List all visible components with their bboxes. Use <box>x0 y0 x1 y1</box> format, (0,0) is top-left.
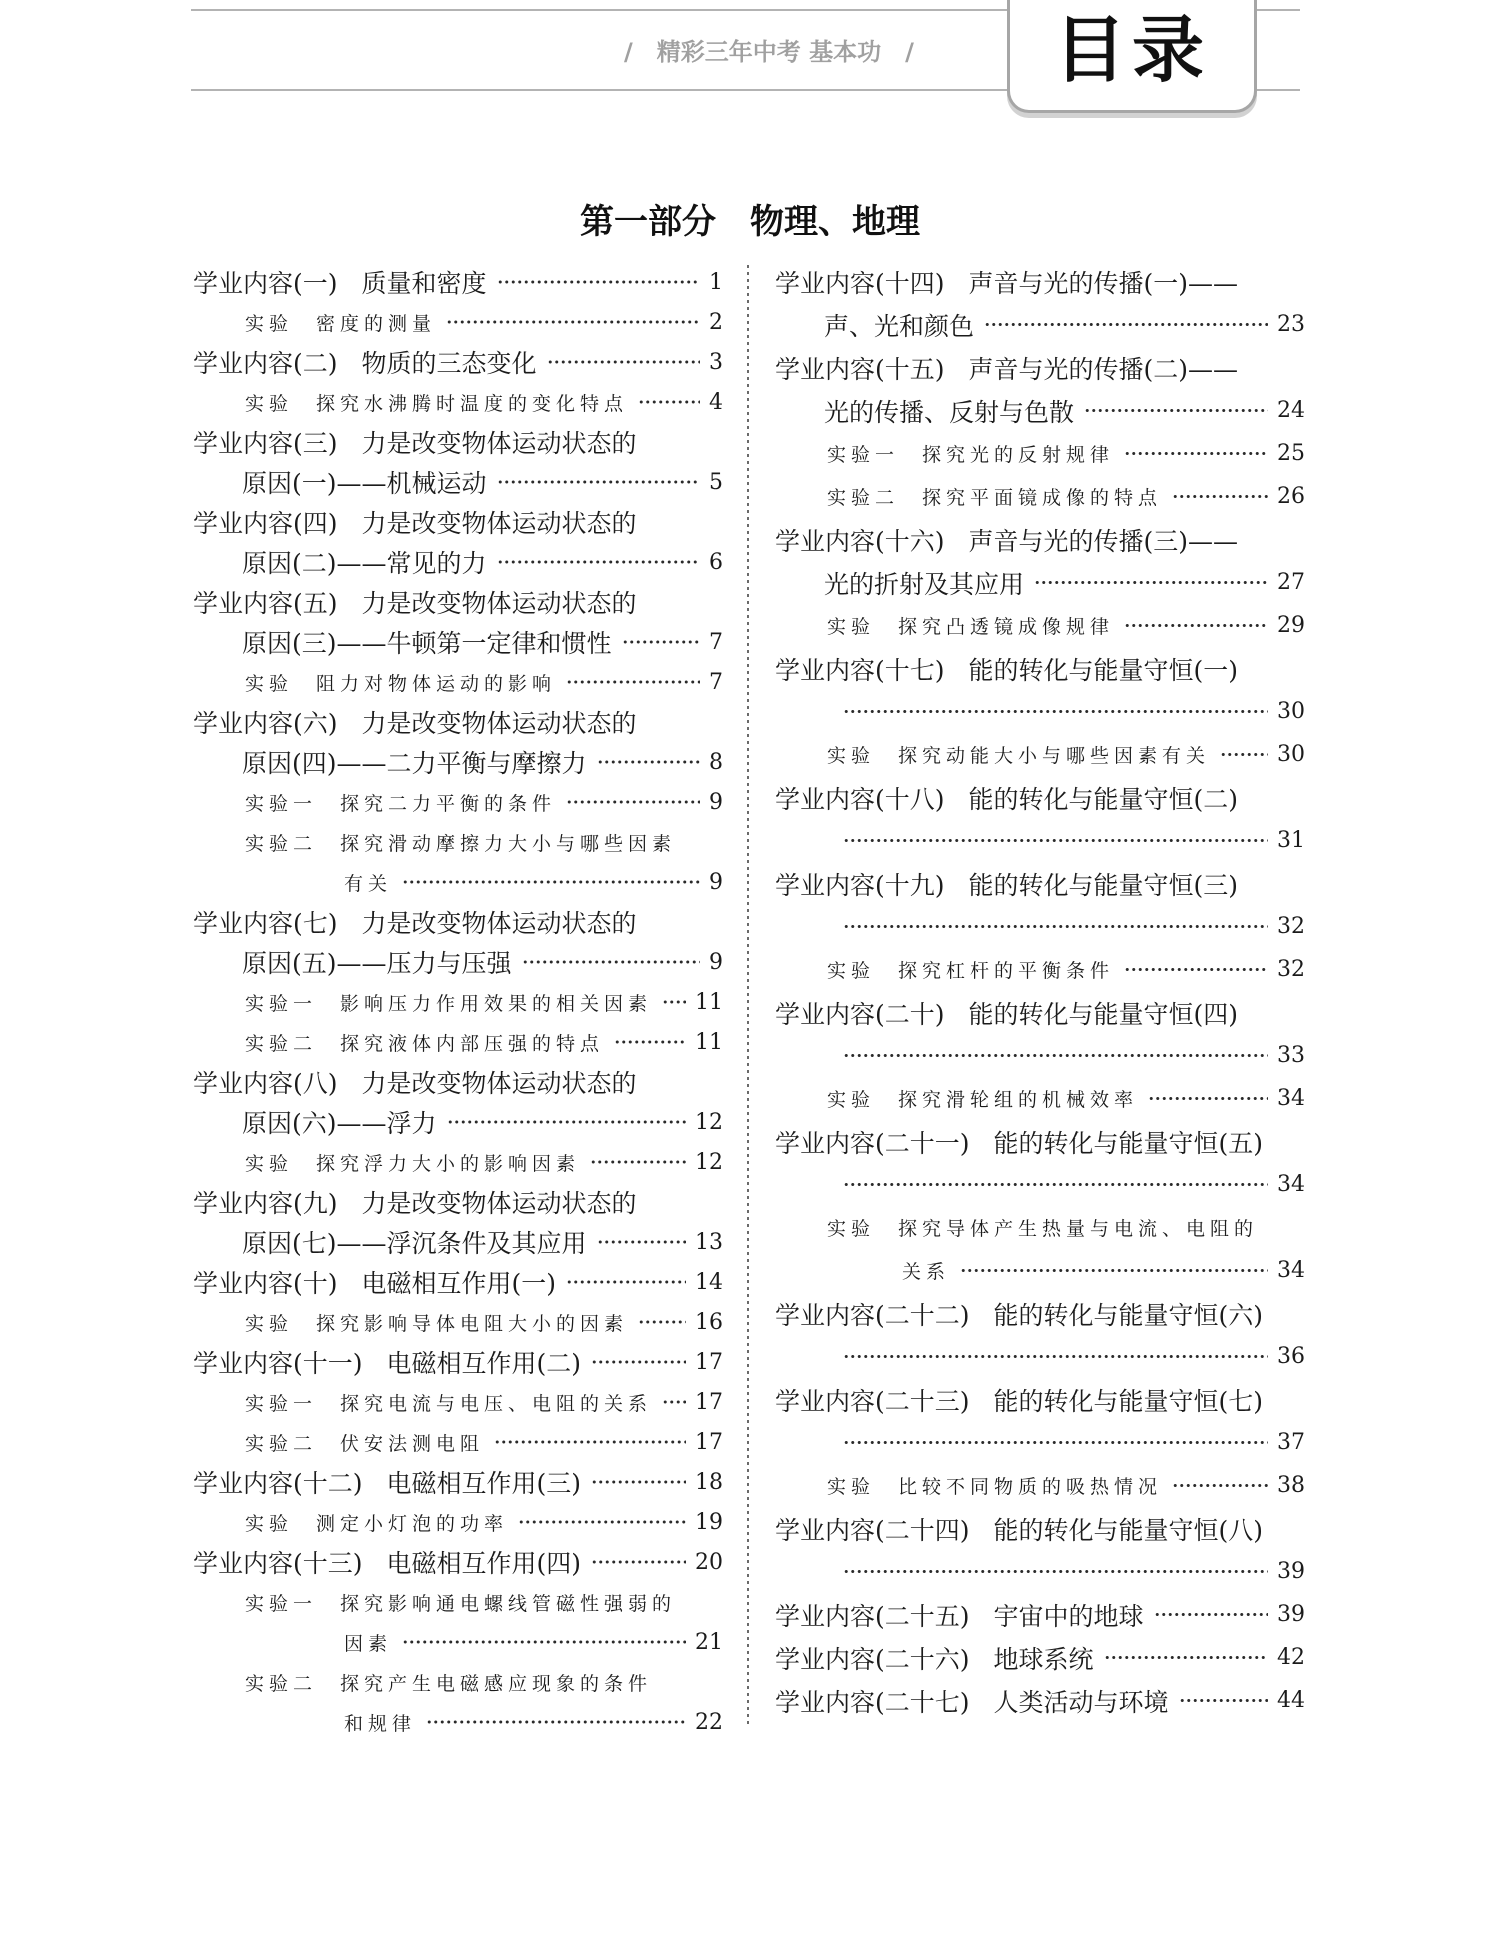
unit-number-label: 学业内容(七) <box>193 909 338 938</box>
toc-experiment-row <box>193 302 723 342</box>
dot-leader <box>547 342 700 382</box>
toc-subtitle-row <box>193 1102 723 1142</box>
dot-leader <box>591 1462 686 1502</box>
page-number: 23 <box>1277 312 1305 337</box>
page-number: 12 <box>695 1109 723 1135</box>
dot-leader <box>591 1342 686 1382</box>
page-number: 13 <box>695 1229 723 1255</box>
unit-title-continued: 原因(七)——浮沉条件及其应用 <box>242 1229 587 1258</box>
dot-leader <box>843 1335 1268 1378</box>
experiment-label: 实验二 <box>245 832 318 855</box>
unit-title: 能的转化与能量守恒(一) <box>968 655 1239 685</box>
page-number: 22 <box>695 1709 723 1735</box>
page-number: 37 <box>1277 1430 1305 1455</box>
dot-leader <box>1124 432 1268 475</box>
dot-leader <box>590 1142 686 1182</box>
page-number: 32 <box>1277 914 1305 939</box>
unit-title-continued: 原因(二)——常见的力 <box>242 549 487 578</box>
unit-number-label: 学业内容(六) <box>193 709 338 738</box>
unit-title-continued: 原因(六)——浮力 <box>242 1109 437 1138</box>
experiment-title: 探究电流与电压、电阻的关系 <box>340 1392 653 1415</box>
page-number: 19 <box>695 1509 723 1535</box>
dot-leader <box>497 262 700 302</box>
page-number: 44 <box>1277 1688 1305 1713</box>
page-number: 34 <box>1277 1086 1305 1111</box>
experiment-label: 实验 <box>245 392 294 415</box>
unit-number-label: 学业内容(十九) <box>775 870 945 900</box>
dot-leader <box>638 382 700 422</box>
experiment-title: 测定小灯泡的功率 <box>316 1512 509 1535</box>
dot-leader <box>1124 604 1268 647</box>
unit-title: 地球系统 <box>993 1644 1094 1674</box>
toc-unit-row <box>775 346 1305 389</box>
toc-experiment-row <box>193 662 723 702</box>
experiment-title: 探究影响导体电阻大小的因素 <box>316 1312 629 1335</box>
toc-unit-row <box>193 1062 723 1102</box>
dot-leader <box>566 782 700 822</box>
unit-number-label: 学业内容(二) <box>193 349 338 378</box>
unit-title: 力是改变物体运动状态的 <box>361 1069 637 1098</box>
experiment-title: 探究影响通电螺线管磁性强弱的 <box>340 1592 677 1615</box>
toc-unit-row <box>775 260 1305 303</box>
page-number: 30 <box>1277 699 1305 724</box>
toc-experiment-continued-row <box>775 1249 1305 1292</box>
page-number: 7 <box>709 669 723 695</box>
unit-number-label: 学业内容(二十五) <box>775 1601 970 1631</box>
toc-experiment-row <box>193 782 723 822</box>
page-number: 31 <box>1277 828 1305 853</box>
toc-unit-row <box>193 342 723 382</box>
toc-experiment-row <box>775 432 1305 475</box>
toc-unit-row <box>775 1507 1305 1550</box>
toc-unit-row <box>775 1636 1305 1679</box>
experiment-label: 实验 <box>827 960 876 982</box>
page-number: 24 <box>1277 398 1305 423</box>
unit-title: 电磁相互作用(三) <box>386 1469 582 1498</box>
experiment-title-continued: 因素 <box>344 1632 393 1655</box>
unit-number-label: 学业内容(十一) <box>193 1349 363 1378</box>
experiment-label: 实验 <box>827 616 876 638</box>
toc-experiment-row <box>193 1142 723 1182</box>
page-number: 30 <box>1277 742 1305 767</box>
toc-subtitle-row <box>775 389 1305 432</box>
experiment-title: 探究杠杆的平衡条件 <box>898 960 1115 982</box>
unit-number-label: 学业内容(十五) <box>775 354 945 384</box>
contents-heading: 目录 <box>1053 8 1210 92</box>
toc-unit-row <box>775 647 1305 690</box>
toc-unit-row <box>193 902 723 942</box>
toc-experiment-row <box>775 475 1305 518</box>
unit-title: 能的转化与能量守恒(八) <box>993 1515 1264 1545</box>
toc-subtitle-row <box>193 742 723 782</box>
toc-experiment-row <box>193 1022 723 1062</box>
dot-leader <box>1220 733 1268 776</box>
toc-experiment-row <box>193 1302 723 1342</box>
page-number: 9 <box>709 949 723 975</box>
toc-unit-row <box>193 1262 723 1302</box>
unit-title: 能的转化与能量守恒(五) <box>993 1128 1264 1158</box>
page-number: 18 <box>695 1469 723 1495</box>
toc-unit-row <box>193 1542 723 1582</box>
experiment-label: 实验二 <box>245 1032 318 1055</box>
toc-experiment-row <box>193 982 723 1022</box>
experiment-title: 探究产生电磁感应现象的条件 <box>340 1672 653 1695</box>
experiment-label: 实验二 <box>245 1672 318 1695</box>
dot-leader <box>843 1421 1268 1464</box>
experiment-title: 比较不同物质的吸热情况 <box>898 1476 1163 1498</box>
toc-subtitle-row <box>193 542 723 582</box>
page-number: 4 <box>709 389 723 415</box>
page-number: 39 <box>1277 1602 1305 1627</box>
toc-unit-row <box>775 1679 1305 1722</box>
dot-leader <box>662 1382 686 1422</box>
page-number: 34 <box>1277 1172 1305 1197</box>
dot-leader <box>1148 1077 1268 1120</box>
page-number: 6 <box>709 549 723 575</box>
toc-subtitle-row <box>193 622 723 662</box>
toc-unit-row <box>775 518 1305 561</box>
unit-title: 力是改变物体运动状态的 <box>361 709 637 738</box>
unit-title-continued: 原因(一)——机械运动 <box>242 469 487 498</box>
toc-experiment-row <box>193 1662 723 1702</box>
unit-title: 力是改变物体运动状态的 <box>361 909 637 938</box>
toc-unit-row <box>193 1182 723 1222</box>
experiment-title-continued: 关系 <box>902 1261 951 1283</box>
toc-experiment-row <box>775 1077 1305 1120</box>
unit-number-label: 学业内容(十七) <box>775 655 945 685</box>
experiment-label: 实验 <box>245 1512 294 1535</box>
dot-leader <box>662 982 686 1022</box>
column-divider <box>747 265 749 1728</box>
experiment-label: 实验一 <box>827 444 900 466</box>
unit-number-label: 学业内容(二十) <box>775 999 945 1029</box>
dot-leader <box>566 1262 686 1302</box>
unit-number-label: 学业内容(十) <box>193 1269 338 1298</box>
page-number: 42 <box>1277 1645 1305 1670</box>
unit-title: 物质的三态变化 <box>361 349 537 378</box>
toc-leader-row <box>775 819 1305 862</box>
unit-number-label: 学业内容(二十七) <box>775 1687 970 1717</box>
toc-unit-row <box>193 1342 723 1382</box>
toc-experiment-row <box>193 1382 723 1422</box>
dot-leader <box>497 542 700 582</box>
toc-leader-row <box>775 1421 1305 1464</box>
page-number: 34 <box>1277 1258 1305 1283</box>
experiment-label: 实验 <box>245 312 294 335</box>
dot-leader <box>447 1102 686 1142</box>
toc-unit-row <box>193 262 723 302</box>
experiment-label: 实验一 <box>245 992 318 1015</box>
unit-title: 质量和密度 <box>361 269 487 298</box>
toc-unit-row <box>193 1462 723 1502</box>
page-number: 14 <box>695 1269 723 1295</box>
dot-leader <box>426 1702 686 1742</box>
unit-title: 能的转化与能量守恒(七) <box>993 1386 1264 1416</box>
experiment-label: 实验二 <box>245 1432 318 1455</box>
toc-subtitle-row <box>775 303 1305 346</box>
dot-leader <box>402 1622 686 1662</box>
dot-leader <box>522 942 700 982</box>
toc-unit-row <box>775 1593 1305 1636</box>
page-number: 9 <box>709 869 723 895</box>
unit-number-label: 学业内容(十八) <box>775 784 945 814</box>
toc-leader-row <box>775 1335 1305 1378</box>
experiment-title: 探究凸透镜成像规律 <box>898 616 1115 638</box>
dot-leader <box>591 1542 686 1582</box>
toc-leader-row <box>775 690 1305 733</box>
page-number: 17 <box>695 1349 723 1375</box>
unit-title-continued: 光的折射及其应用 <box>824 569 1025 599</box>
toc-experiment-row <box>775 948 1305 991</box>
dot-leader <box>1172 1464 1268 1507</box>
unit-title-continued: 原因(三)——牛顿第一定律和惯性 <box>242 629 612 658</box>
contents-tab <box>1007 0 1257 113</box>
toc-unit-row <box>775 776 1305 819</box>
toc-leader-row <box>775 1550 1305 1593</box>
toc-experiment-row <box>193 382 723 422</box>
dot-leader <box>622 622 700 662</box>
unit-number-label: 学业内容(二十六) <box>775 1644 970 1674</box>
unit-number-label: 学业内容(十四) <box>775 268 945 298</box>
page-number: 33 <box>1277 1043 1305 1068</box>
dot-leader <box>1104 1636 1268 1679</box>
unit-number-label: 学业内容(十六) <box>775 526 945 556</box>
dot-leader <box>566 662 700 702</box>
dot-leader <box>446 302 700 342</box>
unit-title: 力是改变物体运动状态的 <box>361 429 637 458</box>
unit-number-label: 学业内容(二十二) <box>775 1300 970 1330</box>
dot-leader <box>984 303 1268 346</box>
dot-leader <box>494 1422 686 1462</box>
unit-number-label: 学业内容(十二) <box>193 1469 363 1498</box>
page-number: 9 <box>709 789 723 815</box>
experiment-title: 探究动能大小与哪些因素有关 <box>898 745 1211 767</box>
dot-leader <box>843 1163 1268 1206</box>
dot-leader <box>1034 561 1268 604</box>
page-number: 2 <box>709 309 723 335</box>
unit-number-label: 学业内容(五) <box>193 589 338 618</box>
unit-title: 声音与光的传播(二)—— <box>968 354 1239 384</box>
book-series-title: / 精彩三年中考 基本功 / <box>624 38 914 66</box>
unit-title: 能的转化与能量守恒(三) <box>968 870 1239 900</box>
page-number: 16 <box>695 1309 723 1335</box>
unit-title: 能的转化与能量守恒(六) <box>993 1300 1264 1330</box>
unit-number-label: 学业内容(四) <box>193 509 338 538</box>
experiment-title: 探究导体产生热量与电流、电阻的 <box>898 1218 1259 1240</box>
part-title: 第一部分 物理、地理 <box>580 202 920 242</box>
dot-leader <box>1179 1679 1268 1722</box>
page-number: 7 <box>709 629 723 655</box>
dot-leader <box>518 1502 686 1542</box>
dot-leader <box>843 1034 1268 1077</box>
toc-experiment-row <box>775 1464 1305 1507</box>
toc-unit-row <box>193 502 723 542</box>
experiment-title: 探究光的反射规律 <box>922 444 1115 466</box>
unit-title: 电磁相互作用(二) <box>386 1349 582 1378</box>
page-number: 20 <box>695 1549 723 1575</box>
toc-subtitle-row <box>775 561 1305 604</box>
dot-leader <box>497 462 700 502</box>
experiment-title: 探究滑动摩擦力大小与哪些因素 <box>340 832 677 855</box>
toc-unit-row <box>775 1120 1305 1163</box>
page-number: 25 <box>1277 441 1305 466</box>
toc-experiment-row <box>775 1206 1305 1249</box>
experiment-title: 伏安法测电阻 <box>340 1432 485 1455</box>
unit-number-label: 学业内容(二十一) <box>775 1128 970 1158</box>
experiment-label: 实验 <box>827 1089 876 1111</box>
page-number: 5 <box>709 469 723 495</box>
unit-title: 宇宙中的地球 <box>993 1601 1144 1631</box>
toc-unit-row <box>775 991 1305 1034</box>
toc-subtitle-row <box>193 1222 723 1262</box>
page-number: 11 <box>695 1029 723 1055</box>
toc-unit-row <box>775 1292 1305 1335</box>
page-number: 27 <box>1277 570 1305 595</box>
page-number: 8 <box>709 749 723 775</box>
unit-number-label: 学业内容(二十四) <box>775 1515 970 1545</box>
page-number: 11 <box>695 989 723 1015</box>
experiment-label: 实验一 <box>245 1392 318 1415</box>
unit-number-label: 学业内容(一) <box>193 269 338 298</box>
page-number: 17 <box>695 1389 723 1415</box>
dot-leader <box>843 690 1268 733</box>
dot-leader <box>1124 948 1268 991</box>
experiment-label: 实验二 <box>827 487 900 509</box>
toc-leader-row <box>775 1163 1305 1206</box>
toc-column-right <box>775 260 1305 1722</box>
toc-subtitle-row <box>193 462 723 502</box>
page-number: 39 <box>1277 1559 1305 1584</box>
unit-title: 能的转化与能量守恒(二) <box>968 784 1239 814</box>
dot-leader <box>843 819 1268 862</box>
toc-unit-row <box>193 582 723 622</box>
unit-title-continued: 原因(四)——二力平衡与摩擦力 <box>242 749 587 778</box>
toc-experiment-continued-row <box>193 1702 723 1742</box>
experiment-label: 实验 <box>245 672 294 695</box>
experiment-title: 探究液体内部压强的特点 <box>340 1032 605 1055</box>
dot-leader <box>1084 389 1268 432</box>
toc-experiment-row <box>193 1502 723 1542</box>
experiment-title: 影响压力作用效果的相关因素 <box>340 992 653 1015</box>
toc-unit-row <box>193 422 723 462</box>
unit-title: 力是改变物体运动状态的 <box>361 589 637 618</box>
toc-column-left <box>193 262 723 1742</box>
toc-experiment-row <box>193 1582 723 1622</box>
toc-unit-row <box>775 862 1305 905</box>
unit-number-label: 学业内容(三) <box>193 429 338 458</box>
dot-leader <box>614 1022 686 1062</box>
page-number: 29 <box>1277 613 1305 638</box>
unit-title: 声音与光的传播(一)—— <box>968 268 1239 298</box>
unit-title: 人类活动与环境 <box>993 1687 1169 1717</box>
dot-leader <box>597 1222 686 1262</box>
unit-title: 电磁相互作用(四) <box>386 1549 582 1578</box>
toc-unit-row <box>775 1378 1305 1421</box>
unit-number-label: 学业内容(九) <box>193 1189 338 1218</box>
unit-number-label: 学业内容(八) <box>193 1069 338 1098</box>
dot-leader <box>843 905 1268 948</box>
dot-leader <box>1154 1593 1268 1636</box>
unit-title: 力是改变物体运动状态的 <box>361 1189 637 1218</box>
unit-number-label: 学业内容(十三) <box>193 1549 363 1578</box>
page-number: 3 <box>709 349 723 375</box>
unit-title-continued: 原因(五)——压力与压强 <box>242 949 512 978</box>
experiment-label: 实验 <box>827 1218 876 1240</box>
unit-title-continued: 光的传播、反射与色散 <box>824 397 1075 427</box>
unit-title: 声音与光的传播(三)—— <box>968 526 1239 556</box>
toc-experiment-continued-row <box>193 1622 723 1662</box>
toc-experiment-continued-row <box>193 862 723 902</box>
experiment-title: 阻力对物体运动的影响 <box>316 672 557 695</box>
dot-leader <box>597 742 700 782</box>
experiment-title: 探究浮力大小的影响因素 <box>316 1152 581 1175</box>
toc-experiment-row <box>775 604 1305 647</box>
toc-experiment-row <box>193 822 723 862</box>
experiment-title: 探究水沸腾时温度的变化特点 <box>316 392 629 415</box>
experiment-title: 探究平面镜成像的特点 <box>922 487 1163 509</box>
page-number: 36 <box>1277 1344 1305 1369</box>
unit-title: 力是改变物体运动状态的 <box>361 509 637 538</box>
toc-unit-row <box>193 702 723 742</box>
experiment-title: 探究二力平衡的条件 <box>340 792 557 815</box>
unit-title: 能的转化与能量守恒(四) <box>968 999 1239 1029</box>
page-number: 12 <box>695 1149 723 1175</box>
experiment-label: 实验 <box>827 1476 876 1498</box>
page-number: 17 <box>695 1429 723 1455</box>
experiment-label: 实验 <box>827 745 876 767</box>
dot-leader <box>1172 475 1268 518</box>
toc-subtitle-row <box>193 942 723 982</box>
page-number: 38 <box>1277 1473 1305 1498</box>
page-number: 26 <box>1277 484 1305 509</box>
toc-leader-row <box>775 1034 1305 1077</box>
experiment-label: 实验一 <box>245 1592 318 1615</box>
dot-leader <box>960 1249 1268 1292</box>
experiment-label: 实验 <box>245 1152 294 1175</box>
unit-number-label: 学业内容(二十三) <box>775 1386 970 1416</box>
experiment-title-continued: 有关 <box>344 872 393 895</box>
experiment-title: 探究滑轮组的机械效率 <box>898 1089 1139 1111</box>
experiment-title-continued: 和规律 <box>344 1712 417 1735</box>
experiment-label: 实验 <box>245 1312 294 1335</box>
dot-leader <box>843 1550 1268 1593</box>
dot-leader <box>402 862 700 902</box>
unit-title: 电磁相互作用(一) <box>361 1269 557 1298</box>
experiment-title: 密度的测量 <box>316 312 437 335</box>
dot-leader <box>638 1302 686 1342</box>
page-number: 1 <box>709 269 723 295</box>
experiment-label: 实验一 <box>245 792 318 815</box>
toc-experiment-row <box>193 1422 723 1462</box>
page-number: 21 <box>695 1629 723 1655</box>
page-number: 32 <box>1277 957 1305 982</box>
unit-title-continued: 声、光和颜色 <box>824 311 975 341</box>
toc-experiment-row <box>775 733 1305 776</box>
toc-leader-row <box>775 905 1305 948</box>
